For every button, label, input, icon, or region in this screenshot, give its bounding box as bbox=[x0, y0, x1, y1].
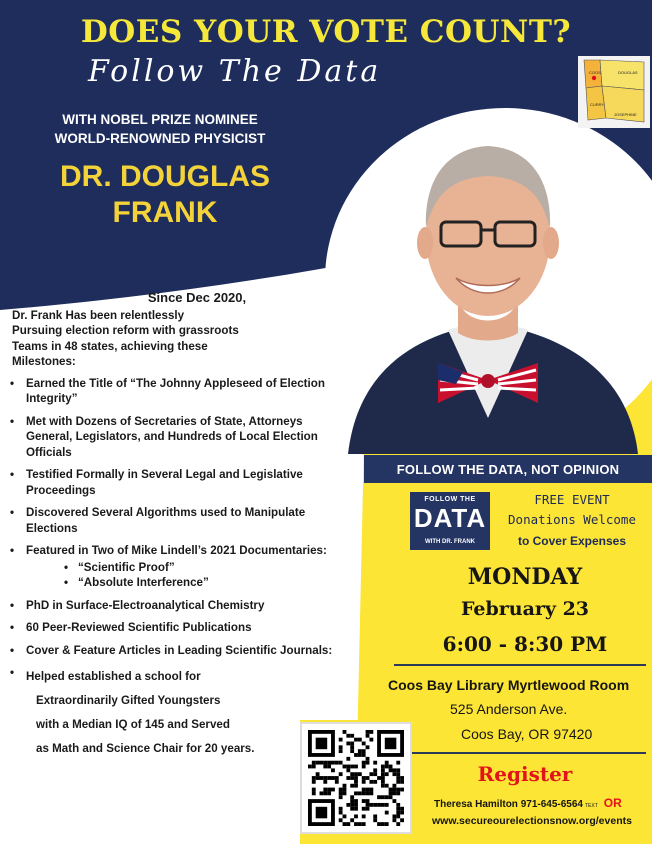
speaker-bio bbox=[12, 290, 342, 768]
documentary-item: • “Scientific Proof” bbox=[26, 560, 342, 576]
venue-address: 525 Anderson Ave. bbox=[450, 701, 568, 717]
venue-name: Coos Bay Library Myrtlewood Room bbox=[388, 677, 630, 693]
register-heading: Register bbox=[477, 762, 573, 786]
free-event-label: FREE EVENT bbox=[534, 492, 610, 507]
milestone-item-school bbox=[12, 665, 342, 761]
bio-intro-line: Teams in 48 states, achieving these bbox=[12, 339, 208, 353]
milestone-item: • Cover & Feature Articles in Leading Scientific Journals: bbox=[12, 643, 342, 659]
documentaries-list bbox=[26, 560, 342, 591]
speaker-name-line1: DR. DOUGLAS bbox=[60, 160, 270, 193]
subhead: Follow The Data bbox=[88, 54, 382, 89]
school-line: Extraordinarily Gifted Youngsters bbox=[36, 694, 221, 707]
documentary-item: • “Absolute Interference” bbox=[26, 575, 342, 591]
logo-sub-text: WITH DR. FRANK bbox=[425, 539, 475, 545]
since-date: Since Dec 2020, bbox=[147, 290, 247, 305]
qr-code[interactable] bbox=[300, 722, 412, 834]
or-separator: OR bbox=[603, 796, 622, 810]
logo-top-text: FOLLOW THE bbox=[424, 496, 476, 503]
contact-phone[interactable]: Theresa Hamilton 971-645-6564 bbox=[434, 799, 583, 810]
milestone-item: • PhD in Surface-Electroanalytical Chemistry bbox=[12, 598, 342, 614]
text-tag: TEXT bbox=[584, 803, 598, 809]
divider bbox=[394, 664, 646, 666]
bio-intro-line: Dr. Frank Has been relentlessly bbox=[12, 308, 185, 322]
map-label-coos: COOS bbox=[589, 70, 601, 75]
event-day: MONDAY bbox=[467, 564, 583, 590]
map-label-curry: CURRY bbox=[590, 102, 605, 107]
milestone-item: • 60 Peer-Reviewed Scientific Publications bbox=[12, 620, 342, 636]
map-label-douglas: DOUGLAS bbox=[618, 70, 638, 75]
event-date: February 23 bbox=[460, 598, 590, 620]
milestone-item: • Testified Formally in Several Legal and Legislative Proceedings bbox=[12, 467, 342, 498]
milestone-item: • Discovered Several Algorithms used to Manipulate Elections bbox=[12, 505, 342, 536]
bio-intro-line: Pursuing election reform with grassroots bbox=[12, 324, 239, 337]
milestone-item-label: Featured in Two of Mike Lindell’s 2021 Documentaries: bbox=[26, 544, 327, 557]
school-line: • Helped established a school for bbox=[26, 670, 201, 683]
milestones-list bbox=[12, 376, 342, 762]
school-line: as Math and Science Chair for 20 years. bbox=[36, 742, 255, 755]
follow-the-data-logo bbox=[410, 492, 490, 550]
speaker-name-line2: FRANK bbox=[112, 196, 218, 229]
logo-main-text: DATA bbox=[413, 503, 487, 533]
milestone-item: • Earned the Title of “The Johnny Appleseed of Election Integrity” bbox=[12, 376, 342, 407]
milestone-item: • Met with Dozens of Secretaries of State, Attorneys General, Legislators, and Hundreds of Local Election Officials bbox=[12, 414, 342, 461]
headline: DOES YOUR VOTE COUNT? bbox=[80, 14, 572, 50]
contact-line bbox=[434, 796, 622, 810]
intro-line-physicist: WORLD-RENOWNED PHYSICIST bbox=[54, 131, 266, 146]
bio-intro-line: Milestones: bbox=[12, 355, 76, 368]
divider bbox=[394, 752, 646, 754]
donations-label: Donations Welcome bbox=[508, 512, 636, 527]
event-time: 6:00 - 8:30 PM bbox=[442, 632, 608, 656]
follow-the-data-banner: FOLLOW THE DATA, NOT OPINION bbox=[364, 455, 652, 483]
venue-city: Coos Bay, OR 97420 bbox=[461, 726, 593, 742]
school-line: with a Median IQ of 145 and Served bbox=[36, 718, 230, 731]
register-website-link[interactable]: www.secureourelectionsnow.org/events bbox=[432, 815, 632, 827]
speaker-portrait bbox=[328, 118, 650, 454]
expenses-label: to Cover Expenses bbox=[517, 534, 627, 548]
bio-intro bbox=[12, 308, 342, 370]
map-label-josephine: JOSEPHINE bbox=[614, 112, 637, 117]
intro-line-nominee: WITH NOBEL PRIZE NOMINEE bbox=[62, 112, 258, 127]
qr-code-icon bbox=[308, 730, 404, 826]
milestone-item-documentaries bbox=[12, 543, 342, 591]
